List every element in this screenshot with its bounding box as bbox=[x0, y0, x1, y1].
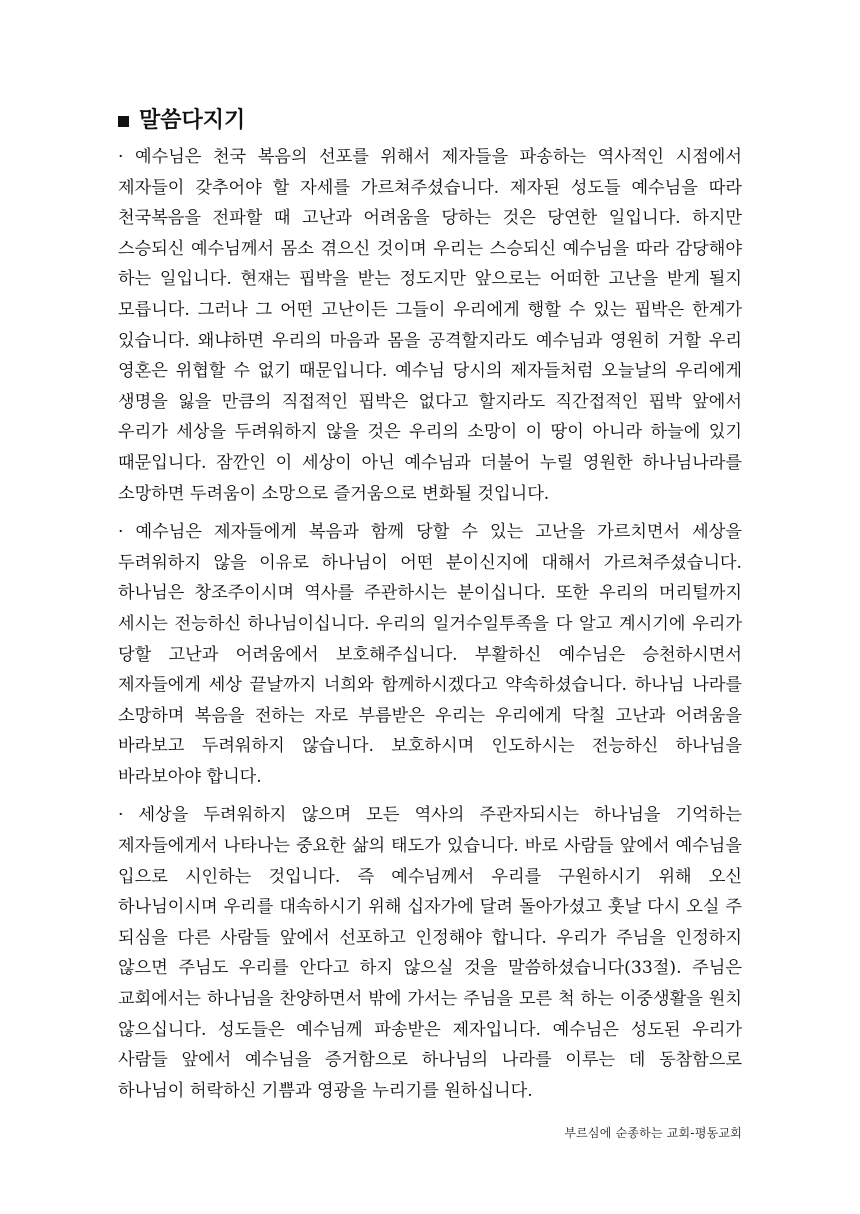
paragraph-3: · 세상을 두려워하지 않으며 모든 역사의 주관자되시는 하나님을 기억하는 제자들에게서 나타나는 중요한 삶의 태도가 있습니다. 바로 사람들 앞에서 예수님을 입으로 시인하는 것입니다. 즉 예수님께서 우리를 구원하시기 위해 오신 하나님이시며 우리를 대속하시기 위해 십자가에 달려 돌아가셨고 훗날 다시 오실 주 되심을 다른 사람들 앞에서 선포하고 인정해야 합니다. 우리가 주님을 인정하지 않으면 주님도 우리를 안다고 하지 않으실 것을 말씀하셨습니다(33절). 주님은 교회에서는 하나님을 찬양하면서 밖에 가서는 주님을 모른 척 하는 이중생활을 원치 않으십니다. 성도들은 예수님께 파송받은 제자입니다. 예수님은 성도된 우리가 사람들 앞에서 예수님을 증거함으로 하나님의 나라를 이루는 데 동참함으로 하나님이 허락하신 기쁨과 영광을 누리기를 원하십니다. bbox=[118, 805, 742, 1101]
paragraph-2: · 예수님은 제자들에게 복음과 함께 당할 수 있는 고난을 가르치면서 세상을 두려워하지 않을 이유로 하나님이 어떤 분이신지에 대해서 가르쳐주셨습니다. 하나님은 창조주이시며 역사를 주관하시는 분이십니다. 또한 우리의 머리털까지 세시는 전능하신 하나님이십니다. 우리의 일거수일투족을 다 알고 계시기에 우리가 당할 고난과 어려움에서 보호해주십니다. 부활하신 예수님은 승천하시면서 제자들에게 세상 끝날까지 너희와 함께하시겠다고 약속하셨습니다. 하나님 나라를 소망하며 복음을 전하는 자로 부름받은 우리는 우리에게 닥칠 고난과 어려움을 바라보고 두려워하지 않습니다. 보호하시며 인도하시는 전능하신 하나님을 바라보아야 합니다. bbox=[118, 522, 742, 787]
paragraph-1: · 예수님은 천국 복음의 선포를 위해서 제자들을 파송하는 역사적인 시점에서 제자들이 갖추어야 할 자세를 가르쳐주셨습니다. 제자된 성도들 예수님을 따라 천국복음을 전파할 때 고난과 어려움을 당하는 것은 당연한 일입니다. 하지만 스승되신 예수님께서 몸소 겪으신 것이며 우리는 스승되신 예수님을 따라 감당해야 하는 일입니다. 현재는 핍박을 받는 정도지만 앞으로는 어떠한 고난을 받게 될지 모릅니다. 그러나 그 어떤 고난이든 그들이 우리에게 행할 수 있는 핍박은 한계가 있습니다. 왜냐하면 우리의 마음과 몸을 공격할지라도 예수님과 영원히 거할 우리 영혼은 위협할 수 없기 때문입니다. 예수님 당시의 제자들처럼 오늘날의 우리에게 생명을 잃을 만큼의 직접적인 핍박은 없다고 할지라도 직간접적인 핍박 앞에서 우리가 세상을 두려워하지 않을 것은 우리의 소망이 이 땅이 아니라 하늘에 있기 때문입니다. 잠깐인 이 세상이 아닌 예수님과 더불어 누릴 영원한 하나님나라를 소망하면 두려움이 소망으로 즐거움으로 변화될 것입니다. bbox=[118, 147, 742, 504]
page-footer: 부르심에 순종하는 교회-평동교회 bbox=[564, 1126, 742, 1140]
document-page bbox=[118, 104, 742, 1114]
section-title-text: 말씀다지기 bbox=[139, 108, 246, 133]
section-title bbox=[118, 104, 742, 138]
square-bullet-icon bbox=[118, 116, 129, 127]
